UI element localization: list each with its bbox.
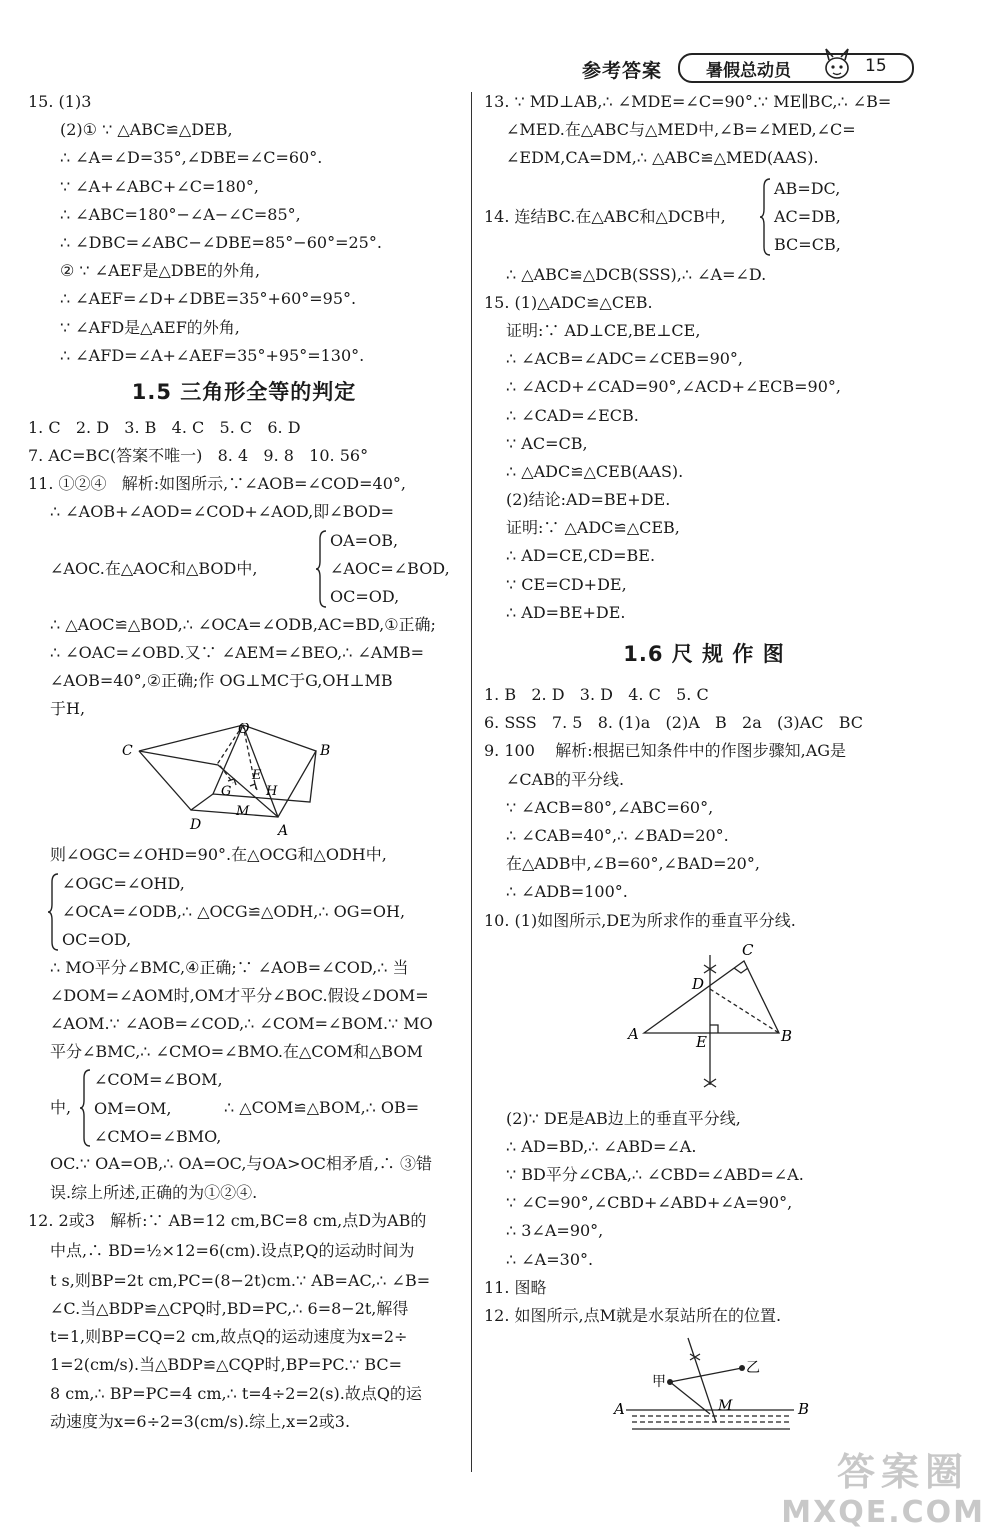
answer-line: ∠MED.在△ABC与△MED中,∠B=∠MED,∠C= [506,120,856,140]
answer-line: 14. 连结BC.在△ABC和△DCB中, [484,206,726,226]
point-jia [667,1379,673,1385]
answer-line: ∴ ∠ACB=∠ADC=∠CEB=90°, [506,349,744,369]
answer-line: ∴ △ABC≌△DCB(SSS),∴ ∠A=∠D. [506,264,767,284]
answer-line: ∴ △AOC≌△BOD,∴ ∠OCA=∠ODB,AC=BD,①正确; [50,614,436,634]
answer-line: ② ∵ ∠AEF是△DBE的外角, [60,261,261,281]
answer-line: ∴ ∠CAB=40°,∴ ∠BAD=20°. [506,825,729,845]
answer-line: 在△ADB中,∠B=60°,∠BAD=20°, [506,854,760,874]
brace-line: ∠COM=∠BOM, [94,1070,223,1090]
point-label: A [278,823,289,840]
answer-line: (2)结论:AD=BE+DE. [506,490,671,510]
brace-line: ∠OCA=∠ODB,∴ △OCG≌△ODH,∴ OG=OH, [62,901,406,921]
mascot-icon [820,46,854,82]
answer-line: ∠EDM,CA=DM,∴ △ABC≌△MED(AAS). [506,148,819,168]
geometry-figure-q10 [484,935,924,1105]
point-label: G [221,784,232,800]
answer-line: t=1,则BP=CQ=2 cm,故点Q的运动速度为x=2÷ [50,1327,408,1347]
answer-line: 11. 图略 [484,1277,547,1297]
answer-line: 平分∠BMC,∴ ∠CMO=∠BMO.在△COM和△BOM [50,1042,423,1062]
point-label: D [190,817,202,834]
answer-line: ∴ ∠CAD=∠ECB. [506,405,639,425]
answer-line: 12. 2或3 解析:∵ AB=12 cm,BC=8 cm,点D为AB的 [28,1210,427,1230]
watermark-logo: 答案圈 [836,1450,969,1494]
figure-q10 [484,935,924,1105]
point-label: D [692,974,705,993]
answer-line: ∴ ∠ABC=180°−∠A−∠C=85°, [60,204,301,224]
brace-symbol [80,1068,92,1148]
answer-line: ∵ BD平分∠CBA,∴ ∠CBD=∠ABD=∠A. [506,1165,804,1185]
answer-line: 10. (1)如图所示,DE为所求作的垂直平分线. [484,910,796,930]
point-label: E [696,1032,707,1051]
brace-line: AC=DB, [774,206,841,226]
left-column [28,88,460,1436]
answer-line: OC.∵ OA=OB,∴ OA=OC,与OA>OC相矛盾,∴ ③错 [50,1154,433,1174]
answer-line: ∴ 3∠A=90°, [506,1221,604,1241]
brace-line: ∠AOC=∠BOD, [330,558,450,578]
answer-line: ∴ MO平分∠BMC,④正确;∵ ∠AOB=∠COD,∴ 当 [50,957,409,977]
brace-system-2 [28,870,460,954]
point-label: B [320,743,331,760]
point-label: C [122,743,133,760]
watermark-url: MXQE.COM [781,1495,985,1530]
brace-line: OC=OD, [330,587,400,606]
brace-line: AB=DC, [774,178,841,198]
answer-line: ∵ ∠ACB=80°,∠ABC=60°, [506,797,714,817]
answer-line: ∠C.当△BDP≌△CPQ时,BD=PC,∴ 6=8−2t,解得 [50,1299,409,1319]
brace-symbol [48,872,60,952]
point-label: 乙 [746,1360,760,1377]
brace-system-4 [484,173,924,261]
answer-line: (2)① ∵ △ABC≌△DEB, [60,120,233,140]
answer-line: 中, [50,1098,72,1118]
answer-line: ∵ ∠C=90°,∠CBD+∠ABD+∠A=90°, [506,1193,793,1213]
answer-line: 8 cm,∴ BP=PC=4 cm,∴ t=4÷2=2(s).故点Q的运 [50,1383,422,1403]
answer-line: ∠DOM=∠AOM时,OM才平分∠BOC.假设∠DOM= [50,985,429,1005]
answer-line: 误.综上所述,正确的为①②④. [50,1182,258,1202]
answer-line: ∴ ∠AEF=∠D+∠DBE=35°+60°=95°. [60,289,357,309]
answer-line: ∠CAB的平分线. [506,769,625,789]
answer-line: ∵ ∠A+∠ABC+∠C=180°, [60,176,259,196]
answer-line: 11. ①②④ 解析:如图所示,∵∠AOB=∠COD=40°, [28,474,406,494]
page-header [570,50,930,84]
answer-line: 1. C 2. D 3. B 4. C 5. C 6. D [28,417,301,437]
answer-line: ∴ ∠AFD=∠A+∠AEF=35°+95°=130°. [60,345,365,365]
brace-line: ∠OGC=∠OHD, [62,873,185,893]
answer-line: 12. 如图所示,点M就是水泵站所在的位置. [484,1306,782,1325]
answer-line: 1. B 2. D 3. D 4. C 5. C [484,685,709,704]
answer-line: 15. (1)△ADC≌△CEB. [484,292,653,312]
point-label: O [238,723,250,738]
answer-line: ∴ △COM≌△BOM,∴ OB= [224,1098,420,1118]
header-series: 暑假总动员 [706,61,791,81]
answer-line: ∴ ∠ACD+∠CAD=90°,∠ACD+∠ECB=90°, [506,377,841,397]
answer-line: 于H, [50,699,86,719]
point-label: A [614,1400,625,1419]
answer-line: ∠AOC.在△AOC和△BOD中, [50,558,258,578]
point-label: C [742,940,754,959]
answer-line: ∴ ∠OAC=∠OBD.又∵ ∠AEM=∠BEO,∴ ∠AMB= [50,642,425,662]
answer-line: 则∠OGC=∠OHD=90°.在△OCG和△ODH中, [50,845,387,865]
point-label: 甲 [652,1374,666,1391]
answer-line: ∴ ∠A=30°. [506,1249,594,1269]
answer-line: 动速度为x=6÷2=3(cm/s).综上,x=2或3. [50,1411,351,1431]
brace-line: OA=OB, [330,530,399,550]
brace-symbol [316,529,328,609]
brace-system-3 [28,1066,460,1150]
brace-system-1 [28,527,460,611]
answer-line: t s,则BP=2t cm,PC=(8−2t)cm.∵ AB=AC,∴ ∠B= [50,1270,431,1290]
answer-line: 15. (1)3 [28,92,92,111]
answer-line: ∵ CE=CD+DE, [506,574,627,594]
answer-line: 9. 100 解析:根据已知条件中的作图步骤知,AG是 [484,741,847,761]
answer-line: 证明:∵ AD⊥CE,BE⊥CE, [506,320,701,340]
answer-line: ∴ ∠AOB+∠AOD=∠COD+∠AOD,即∠BOD= [50,502,395,522]
answer-line: 13. ∵ MD⊥AB,∴ ∠MDE=∠C=90°.∵ ME∥BC,∴ ∠B= [484,92,892,111]
point-label: H [266,784,278,800]
answer-line: 6. SSS 7. 5 8. (1)a (2)A B 2a (3)AC BC [484,713,864,733]
point-label: B [781,1026,793,1045]
point-label: A [628,1024,639,1043]
right-column [484,88,924,1440]
brace-line: BC=CB, [774,234,841,254]
section-heading-1-5: 1.5 三角形全等的判定 [131,379,357,404]
answer-line: ∴ AD=BE+DE. [506,602,626,622]
section-heading-1-6: 1.6 尺 规 作 图 [623,642,785,666]
answer-line: (2)∵ DE是AB边上的垂直平分线, [506,1108,741,1128]
answer-line: ∵ ∠AFD是△AEF的外角, [60,317,240,337]
point-label: B [798,1400,810,1419]
answer-line: 1=2(cm/s).当△BDP≌△CQP时,BP=PC.∵ BC= [50,1355,403,1375]
column-divider [471,92,472,1472]
answer-line: 证明:∵ △ADC≌△CEB, [506,518,680,538]
point-label: M [236,804,250,820]
brace-line: ∠CMO=∠BMO, [94,1126,222,1146]
brace-symbol [760,177,772,257]
answer-line: ∴ ∠ADB=100°. [506,882,628,902]
answer-line: 中点,∴ BD=½×12=6(cm).设点P,Q的运动时间为 [50,1240,415,1260]
brace-line: OM=OM, [94,1098,172,1118]
point-yi [739,1365,745,1371]
brace-line: OC=OD, [62,929,132,949]
point-label: E [252,768,262,784]
answer-line: ∴ ∠A=∠D=35°,∠DBE=∠C=60°. [60,148,323,168]
header-title: 参考答案 [582,60,663,82]
answer-line: ∠AOM.∵ ∠AOB=∠COD,∴ ∠COM=∠BOM.∵ MO [50,1013,433,1033]
answer-line: ∠AOB=40°,②正确;作 OG⊥MC于G,OH⊥MB [50,671,393,690]
answer-line: ∴ △ADC≌△CEB(AAS). [506,461,684,481]
geometry-figure-q12 [484,1330,924,1440]
point-label: M [718,1398,733,1415]
answer-line: ∴ AD=BD,∴ ∠ABD=∠A. [506,1136,697,1156]
page-number: 15 [865,56,887,76]
figure-q11 [28,723,460,841]
answer-line: ∴ AD=CE,CD=BE. [506,546,656,566]
answer-line: ∴ ∠DBC=∠ABC−∠DBE=85°−60°=25°. [60,232,382,252]
answer-line: ∵ AC=CB, [506,433,588,453]
answer-line: 7. AC=BC(答案不唯一) 8. 4 9. 8 10. 56° [28,446,369,466]
figure-q12 [484,1330,924,1440]
geometry-figure-q11 [28,723,460,841]
